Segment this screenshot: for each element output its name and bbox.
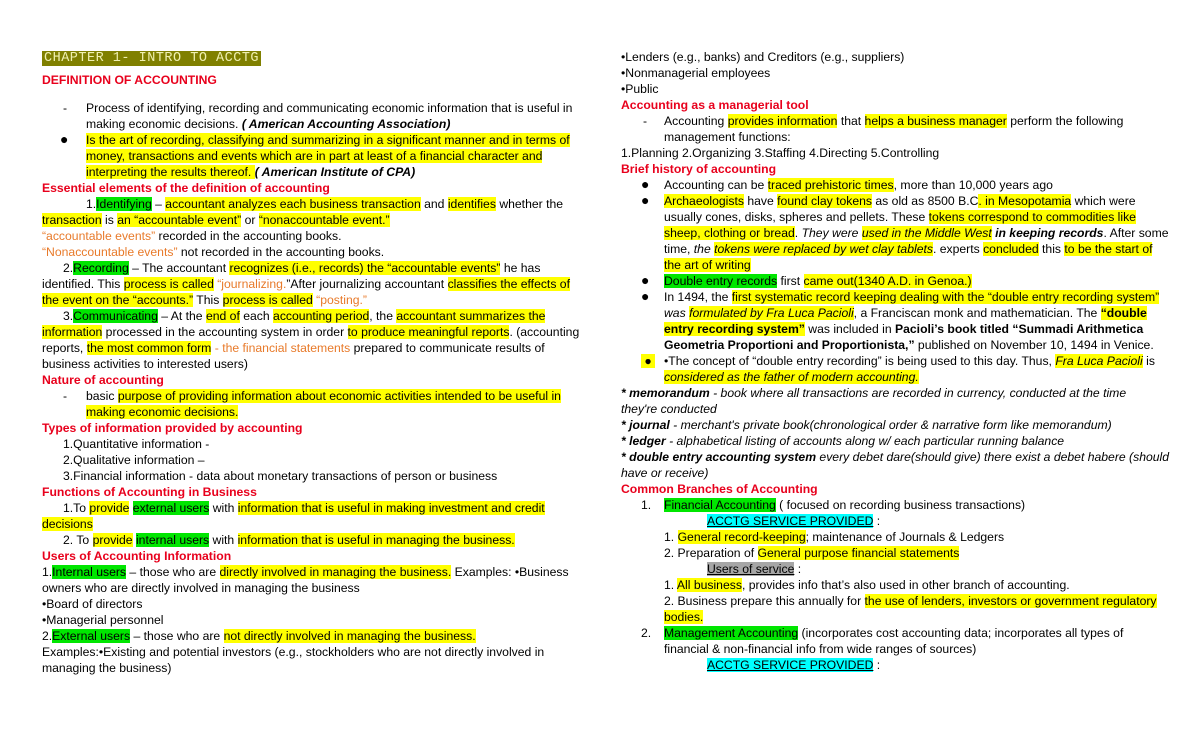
history-2-line5: the art of writing xyxy=(664,258,751,272)
term-double-entry-line2: have or receive) xyxy=(621,466,709,480)
def1-line2: making economic decisions. ( American Accounting Association) xyxy=(86,117,451,131)
dash-bullet: - xyxy=(63,101,68,115)
users-internal-line4: •Managerial personnel xyxy=(42,613,164,627)
function-1: 1.To provide external users with information that is useful in making investment and credit xyxy=(63,501,545,515)
accountable-events: “accountable events” recorded in the accounting books. xyxy=(42,229,342,243)
function-1-line2: decisions xyxy=(42,517,93,531)
bullet-dot: ● xyxy=(641,176,650,192)
functions-heading: Functions of Accounting in Business xyxy=(42,485,257,499)
def2-line1: Is the art of recording, classifying and summarizing in a significant manner and in terms of xyxy=(86,133,570,147)
r-public: •Public xyxy=(621,82,659,96)
dash-bullet: - xyxy=(643,114,648,128)
branch-1-user-2: 2. Business prepare this annually for the use of lenders, investors or government regulatory xyxy=(664,594,1157,608)
nature-line2: making economic decisions. xyxy=(86,405,239,419)
branch-1-service-2: 2. Preparation of General purpose financial statements xyxy=(664,546,960,560)
history-4-line4: Geometria Proportioni and Proportionista,” published on November 10, 1494 in Venice. xyxy=(664,338,1154,352)
type-quantitative: 1.Quantitative information - xyxy=(63,437,210,451)
history-4-line2: was formulated by Fra Luca Pacioli, a Franciscan monk and mathematician. The “double xyxy=(664,306,1147,320)
bullet-dot: ● xyxy=(641,272,650,288)
term-double-entry: * double entry accounting system every debet dare(should give) there exist a debet habere (should xyxy=(621,450,1170,464)
chapter-title: CHAPTER 1- INTRO TO ACCTG xyxy=(44,51,260,66)
managerial-heading: Accounting as a managerial tool xyxy=(621,98,809,112)
bullet-dot: ● xyxy=(60,131,69,147)
nature-heading: Nature of accounting xyxy=(42,373,164,387)
element-communicating-line4: business activities to interested users) xyxy=(42,357,248,371)
element-communicating-line3: reports, the most common form - the financial statements prepared to communicate results of xyxy=(42,341,545,355)
r-nonmanagerial: •Nonmanagerial employees xyxy=(621,66,771,80)
nature-line1: basic purpose of providing information about economic activities intended to be useful in xyxy=(86,389,561,403)
history-4: In 1494, the first systematic record keeping dealing with the “double entry recording system” xyxy=(664,290,1160,304)
nonaccountable-events: “Nonaccountable events” not recorded in the accounting books. xyxy=(42,245,385,259)
management-functions: 1.Planning 2.Organizing 3.Staffing 4.Directing 5.Controlling xyxy=(621,146,940,160)
history-2-line4: time, the tokens were replaced by wet clay tablets. experts concluded this to be the start of xyxy=(664,242,1153,256)
element-communicating-line2: information processed in the accounting system in order to produce meaningful reports. (accounting xyxy=(42,325,580,339)
history-heading: Brief history of accounting xyxy=(621,162,777,176)
branch-1-user-2-line2: bodies. xyxy=(664,610,704,624)
branch-2-line2: financial & non-financial info from wide ranges of sources) xyxy=(664,642,977,656)
history-2-line3: sheep, clothing or bread. They were used in the Middle West in keeping records. After some xyxy=(664,226,1169,240)
def2-line2: money, transactions and events which are in part at least of a financial character and xyxy=(86,149,543,163)
history-2-line2: usually cones, disks, spheres and pellets. These tokens correspond to commodities like xyxy=(664,210,1136,224)
users-internal-line3: •Board of directors xyxy=(42,597,143,611)
dash-bullet: - xyxy=(63,389,68,403)
definition-heading: DEFINITION OF ACCOUNTING xyxy=(42,73,217,87)
element-identifying-line2: transaction is an “accountable event” or “nonaccountable event.” xyxy=(42,213,390,227)
branches-heading: Common Branches of Accounting xyxy=(621,482,818,496)
term-journal: * journal - merchant's private book(chronological order & narrative form like memorandum) xyxy=(621,418,1112,432)
bullet-dot: ● xyxy=(641,288,650,304)
history-4-line3: entry recording system” was included in Pacioli’s book titled “Summadi Arithmetica xyxy=(664,322,1144,336)
term-memorandum-line2: they're conducted xyxy=(621,402,717,416)
history-3: Double entry records first came out(1340 A.D. in Genoa.) xyxy=(664,274,972,288)
element-identifying: 1.Identifying – accountant analyzes each business transaction and identifies whether the xyxy=(86,197,564,211)
history-5-text: •The concept of “double entry recording” is being used to this day. Thus, Fra Luca Pacioli is xyxy=(664,354,1155,368)
branch-2-service: ACCTG SERVICE PROVIDED : xyxy=(707,658,881,672)
users-internal-line2: owners who are directly involved in managing the business xyxy=(42,581,360,595)
history-1: Accounting can be traced prehistoric times, more than 10,000 years ago xyxy=(664,178,1053,192)
users-heading: Users of Accounting Information xyxy=(42,549,232,563)
element-recording: 2.Recording – The accountant recognizes (i.e., records) the “accountable events” he has xyxy=(63,261,541,275)
branch-1-user-1: 1. All business, provides info that’s also used in other branch of accounting. xyxy=(664,578,1070,592)
element-communicating: 3.Communicating – At the end of each accounting period, the accountant summarizes the xyxy=(63,309,546,323)
def2-line3: interpreting the results thereof. ( American Institute of CPA) xyxy=(86,165,416,179)
def1-line1: Process of identifying, recording and communicating economic information that is useful in xyxy=(86,101,573,115)
users-internal: 1.Internal users – those who are directly involved in managing the business. Examples: •Business xyxy=(42,565,569,579)
term-memorandum: * memorandum - book where all transactions are recorded in currency, conducted at the time xyxy=(621,386,1127,400)
history-5-line2: considered as the father of modern accounting. xyxy=(664,370,919,384)
bullet-dot: ● xyxy=(641,192,650,208)
branch-1-service-1: 1. General record-keeping; maintenance of Journals & Ledgers xyxy=(664,530,1005,544)
r-lenders: •Lenders (e.g., banks) and Creditors (e.g., suppliers) xyxy=(621,50,905,64)
history-5: ● xyxy=(641,354,656,368)
term-ledger: * ledger - alphabetical listing of accounts along w/ each particular running balance xyxy=(621,434,1065,448)
function-2: 2. To provide internal users with information that is useful in managing the business. xyxy=(63,533,515,547)
managerial-line2: management functions: xyxy=(664,130,791,144)
history-2: Archaeologists have found clay tokens as old as 8500 B.C. in Mesopotamia which were xyxy=(664,194,1136,208)
element-recording-line3: the event on the “accounts.” This process is called “posting.” xyxy=(42,293,367,307)
branch-management: Management Accounting (incorporates cost accounting data; incorporates all types of xyxy=(664,626,1124,640)
type-financial: 3.Financial information - data about monetary transactions of person or business xyxy=(63,469,498,483)
types-heading: Types of information provided by accounting xyxy=(42,421,303,435)
element-recording-line2: identified. This process is called “journalizing.”After journalizing accountant classifies the effects of xyxy=(42,277,570,291)
managerial-line1: Accounting provides information that helps a business manager perform the following xyxy=(664,114,1124,128)
essential-heading: Essential elements of the definition of accounting xyxy=(42,181,330,195)
users-external: 2.External users – those who are not directly involved in managing the business. xyxy=(42,629,476,643)
branch-1-users: Users of service : xyxy=(707,562,802,576)
branch-financial: Financial Accounting ( focused on recording business transactions) xyxy=(664,498,1026,512)
branch-2-num: 2. xyxy=(641,626,652,640)
branch-1-num: 1. xyxy=(641,498,652,512)
users-external-line3: managing the business) xyxy=(42,661,172,675)
branch-1-service: ACCTG SERVICE PROVIDED : xyxy=(707,514,881,528)
users-external-line2: Examples:•Existing and potential investors (e.g., stockholders who are not directly involved in xyxy=(42,645,545,659)
type-qualitative: 2.Qualitative information – xyxy=(63,453,205,467)
